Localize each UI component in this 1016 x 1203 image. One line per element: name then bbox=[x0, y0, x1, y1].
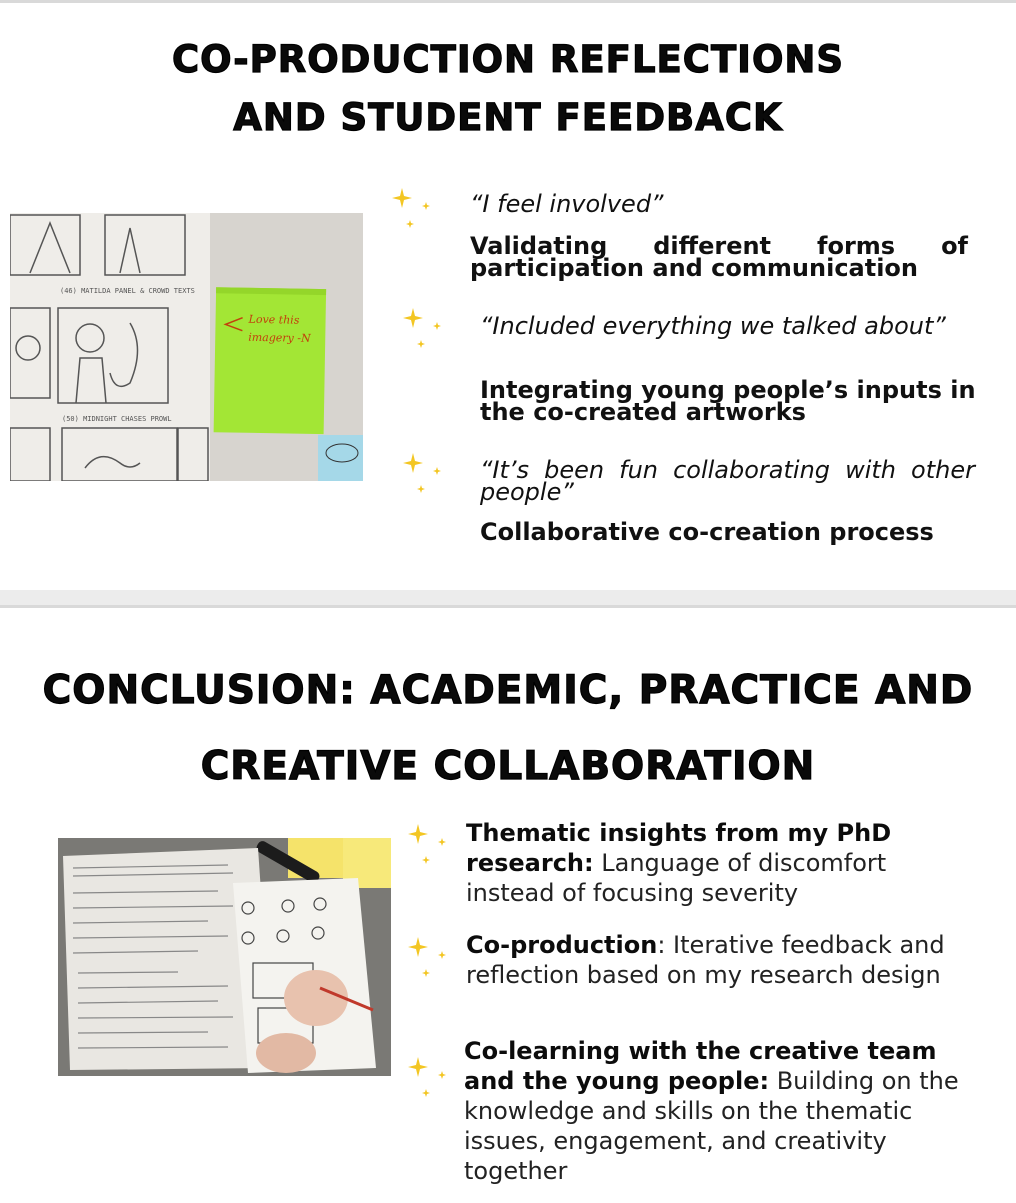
conclusion-point-2 bbox=[466, 930, 956, 990]
slide2-title-line1: CONCLUSION: ACADEMIC, PRACTICE AND bbox=[42, 668, 974, 713]
feedback-quote-2: “Included everything we talked about” bbox=[480, 312, 946, 340]
workshop-illustration bbox=[58, 838, 391, 1076]
sparkle-icon bbox=[403, 306, 443, 351]
feedback-caption-2: Integrating young people’s inputs in the co-created artworks bbox=[480, 376, 976, 426]
slide-coproduction-reflections bbox=[0, 0, 1016, 593]
workshop-photo bbox=[58, 838, 391, 1076]
storyboard-illustration bbox=[10, 213, 363, 481]
sparkle-icon bbox=[408, 935, 448, 980]
conclusion-point-2-text: : Iterative feedback and reflection based on my research design bbox=[466, 931, 945, 989]
svg-text:Love this: Love this bbox=[248, 312, 300, 327]
sparkle-icon bbox=[392, 186, 432, 231]
feedback-quote-1: “I feel involved” bbox=[470, 190, 664, 218]
slide1-title bbox=[0, 31, 1016, 147]
slide2-title-line2: CREATIVE COLLABORATION bbox=[200, 744, 816, 789]
conclusion-point-1-text: Language of discomfort instead of focusing severity bbox=[466, 849, 887, 907]
slide-separator bbox=[0, 590, 1016, 605]
svg-text:(46) MATILDA PANEL & CROWD TEX: (46) MATILDA PANEL & CROWD TEXTS bbox=[60, 287, 195, 295]
storyboard-photo bbox=[10, 213, 363, 481]
sparkle-icon bbox=[408, 1055, 448, 1100]
conclusion-point-3-lead: Co-learning with the creative team and the young people: bbox=[464, 1037, 937, 1095]
conclusion-point-1 bbox=[466, 818, 946, 908]
conclusion-point-1-lead: Thematic insights from my PhD research: bbox=[466, 819, 892, 877]
feedback-quote-3: “It’s been fun collaborating with other people” bbox=[480, 456, 975, 506]
slide1-title-line1: CO-PRODUCTION REFLECTIONS bbox=[171, 38, 845, 81]
slide2-title bbox=[0, 653, 1016, 805]
svg-text:(50) MIDNIGHT CHASES PROWL: (50) MIDNIGHT CHASES PROWL bbox=[62, 415, 172, 423]
feedback-caption-3: Collaborative co-creation process bbox=[480, 518, 934, 546]
sparkle-icon bbox=[408, 822, 448, 867]
feedback-caption-1: Validating different forms of participation and communication bbox=[470, 232, 968, 282]
slide1-title-line2: AND STUDENT FEEDBACK bbox=[233, 96, 783, 139]
svg-text:imagery -N: imagery -N bbox=[248, 330, 311, 345]
conclusion-point-3 bbox=[464, 1036, 994, 1186]
conclusion-point-2-lead: Co-production bbox=[466, 931, 658, 959]
conclusion-point-3-text: Building on the knowledge and skills on the thematic issues, engagement, and creativity together bbox=[464, 1067, 959, 1185]
sparkle-icon bbox=[403, 451, 443, 496]
